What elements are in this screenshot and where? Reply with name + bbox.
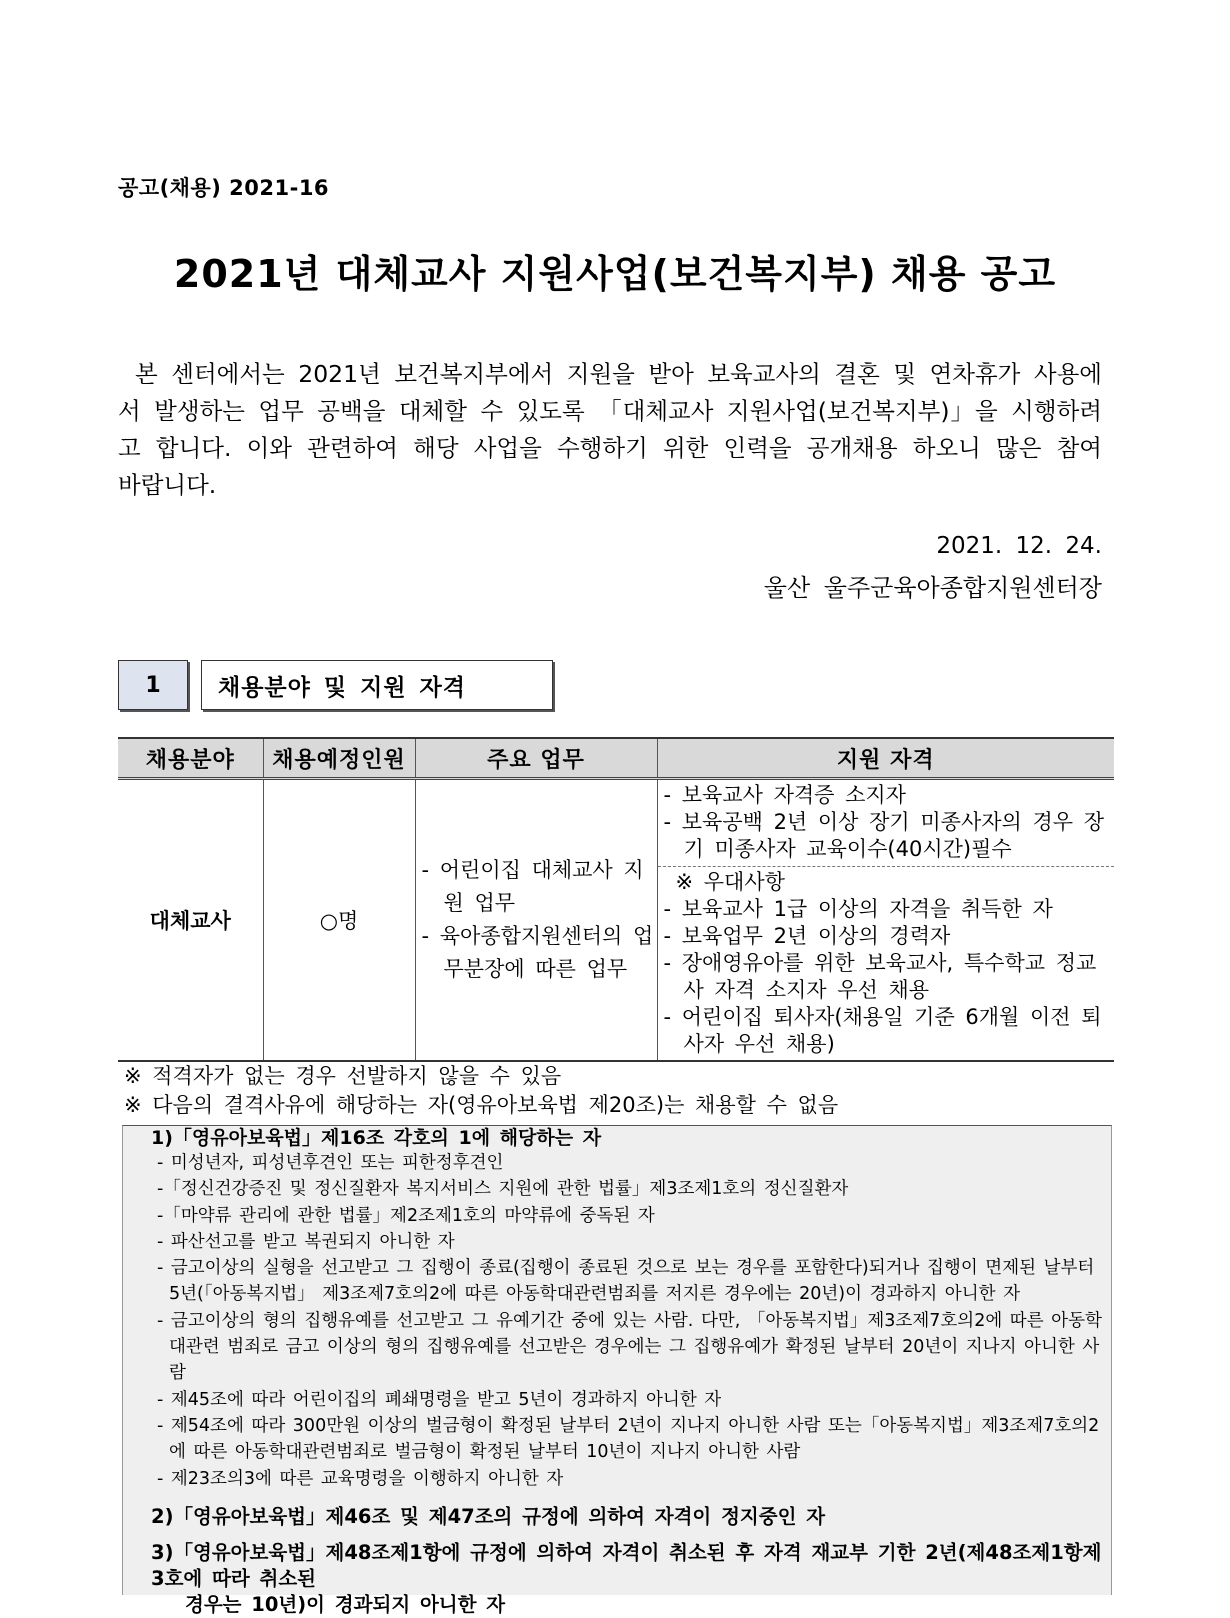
notice-date: 2021. 12. 24. <box>936 533 1102 559</box>
cell-qualifications <box>657 779 1114 1062</box>
table-row <box>118 779 1114 1062</box>
list-item: - 금고이상의 실형을 선고받고 그 집행이 종료(집행이 종료된 것으로 보는 경우를 포함한다)되거나 집행이 면제된 날부터 5년(「아동복지법」 제3조제7호의2에 따른 아동학대관련범죄를 저지른 경우에는 20년)이 경과하지 아니한 자 <box>157 1258 1095 1305</box>
table-header-row <box>118 738 1114 779</box>
header-count: 채용예정인원 <box>263 738 415 779</box>
list-item: - 파산선고를 받고 복권되지 아니한 자 <box>157 1231 455 1252</box>
heading-3-line-1: 3)「영유아보육법」제48조제1항에 규정에 의하여 자격이 취소된 후 자격 재교부 기한 2년(제48조제1항제3호에 따라 취소된 <box>151 1540 1102 1590</box>
disqualification-heading-1: 1)「영유아보육법」제16조 각호의 1에 해당하는 자 <box>151 1127 602 1149</box>
section-title-box: 채용분야 및 지원 자격 <box>201 660 553 710</box>
disqualification-heading-2: 2)「영유아보육법」제46조 및 제47조의 규정에 의하여 자격이 정지중인 자 <box>151 1504 826 1528</box>
preference-item: - 보육교사 1급 이상의 자격을 취득한 자 <box>663 897 1053 921</box>
list-item: - 제54조에 따라 300만원 이상의 벌금형이 확정된 날부터 2년이 지나지 아니한 사람 또는「아동복지법」제3조제7호의2에 따른 아동학대관련범죄로 벌금형이 확정된 날부터 10년이 지나지 아니한 사람 <box>157 1415 1100 1463</box>
preference-item: - 어린이집 퇴사자(채용일 기준 6개월 이전 퇴사자 우선 채용) <box>663 1005 1102 1056</box>
recruitment-table <box>118 737 1114 1062</box>
list-item: - 미성년자, 피성년후견인 또는 피한정후견인 <box>157 1153 504 1173</box>
note-item: ※ 다음의 결격사유에 해당하는 자(영유아보육법 제20조)는 채용할 수 없음 <box>124 1093 839 1117</box>
cell-count: ○명 <box>263 779 415 1062</box>
preference-item: - 장애영유아를 위한 보육교사, 특수학교 정교사 자격 소지자 우선 채용 <box>663 951 1097 1002</box>
duty-item: - 어린이집 대체교사 지원 업무 <box>421 858 644 915</box>
intro-text: 본 센터에서는 2021년 보건복지부에서 지원을 받아 보육교사의 결혼 및 연차휴가 사용에서 발생하는 업무 공백을 대체할 수 있도록 「대체교사 지원사업(보건복지부)」을 시행하려고 합니다. 이와 관련하여 해당 사업을 수행하기 위한 인력을 공개채용 하오니 많은 참여 바랍니다. <box>118 360 1102 499</box>
list-item: - 제23조의3에 따른 교육명령을 이행하지 아니한 자 <box>157 1468 564 1489</box>
document-title: 2021년 대체교사 지원사업(보건복지부) 채용 공고 <box>173 252 1057 296</box>
heading-3-line-2: 경우는 10년)이 경과되지 아니한 자 <box>185 1592 506 1616</box>
notice-number: 공고(채용) 2021-16 <box>118 176 330 200</box>
preference-title: ※ 우대사항 <box>675 870 785 894</box>
disqualification-list <box>123 1150 1111 1492</box>
qualification-list <box>658 780 1115 867</box>
list-item: -「마약류 관리에 관한 법률」제2조제1호의 마약류에 중독된 자 <box>157 1205 655 1226</box>
header-duties: 주요 업무 <box>415 738 657 779</box>
qualification-item: - 보육교사 자격증 소지자 <box>663 783 906 807</box>
qualification-item: - 보육공백 2년 이상 장기 미종사자의 경우 장기 미종사자 교육이수(40시간)필수 <box>663 810 1105 861</box>
section-number-box: 1 <box>118 660 188 710</box>
note-item: ※ 적격자가 없는 경우 선발하지 않을 수 있음 <box>124 1064 562 1088</box>
cell-duties <box>415 779 657 1062</box>
header-qualifications: 지원 자격 <box>657 738 1114 779</box>
preference-item: - 보육업무 2년 이상의 경력자 <box>663 924 951 948</box>
header-field: 채용분야 <box>118 738 263 779</box>
intro-paragraph <box>118 356 1102 504</box>
list-item: - 제45조에 따라 어린이집의 폐쇄명령을 받고 5년이 경과하지 아니한 자 <box>157 1389 722 1410</box>
preference-list <box>658 867 1115 1060</box>
disqualification-box <box>122 1125 1112 1616</box>
duty-item: - 육아종합지원센터의 업무분장에 따른 업무 <box>421 924 654 981</box>
disqualification-heading-3 <box>123 1540 1111 1618</box>
list-item: - 금고이상의 형의 집행유예를 선고받고 그 유예기간 중에 있는 사람. 다만, 「아동복지법」제3조제7호의2에 따른 아동학대관련 범죄로 금고 이상의 형의 집행유예를 선고받은 경우에는 그 집행유예가 확정된 날부터 20년이 지나지 아니한 사람 <box>157 1310 1102 1384</box>
organization-name: 울산 울주군육아종합지원센터장 <box>763 574 1102 602</box>
notes <box>124 1062 838 1120</box>
cell-field: 대체교사 <box>118 779 263 1062</box>
list-item: -「정신건강증진 및 정신질환자 복지서비스 지원에 관한 법률」제3조제1호의 정신질환자 <box>157 1179 849 1200</box>
